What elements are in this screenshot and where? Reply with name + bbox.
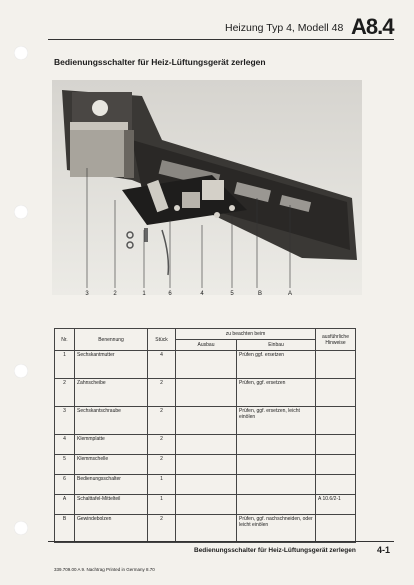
cell-benennung: Sechskantschraube — [75, 407, 148, 435]
page-header-title: Heizung Typ 4, Modell 48 — [225, 22, 344, 34]
page-number: 4-1 — [377, 545, 391, 555]
cell-benennung: Klemmschelle — [75, 455, 148, 475]
cell-einbau — [237, 435, 316, 455]
callout-label: B — [257, 291, 262, 297]
cell-stueck: 4 — [148, 351, 176, 379]
binder-hole — [14, 364, 28, 378]
cell-ausbau — [176, 495, 237, 515]
cell-nr: 2 — [55, 379, 75, 407]
section-title: Bedienungsschalter für Heiz-Lüftungsgerät zerlegen — [54, 57, 266, 67]
cell-ausbau — [176, 455, 237, 475]
cell-nr: 4 — [55, 435, 75, 455]
table-row — [55, 379, 356, 407]
header-stueck: Stück — [148, 329, 176, 351]
parts-table — [54, 328, 356, 543]
cell-benennung: Klemmplatte — [75, 435, 148, 455]
cell-ausbau — [176, 475, 237, 495]
header-nr: Nr. — [55, 329, 75, 351]
callout-label: 4 — [200, 291, 204, 297]
cell-nr: 6 — [55, 475, 75, 495]
binder-hole — [14, 521, 28, 535]
cell-benennung: Gewindebolzen — [75, 515, 148, 543]
table-row — [55, 495, 356, 515]
table-row — [55, 475, 356, 495]
cell-stueck: 2 — [148, 455, 176, 475]
table-row — [55, 351, 356, 379]
cell-stueck: 2 — [148, 407, 176, 435]
callout-label: A — [287, 291, 292, 297]
cell-stueck: 1 — [148, 475, 176, 495]
cell-nr: A — [55, 495, 75, 515]
callout-label: 1 — [142, 291, 146, 297]
cell-einbau — [237, 495, 316, 515]
header-hinweise: ausführliche Hinweise — [316, 329, 356, 351]
header-einbau: Einbau — [237, 340, 316, 351]
callout-label: 5 — [230, 291, 234, 297]
cell-einbau — [237, 455, 316, 475]
table-row — [55, 435, 356, 455]
cell-stueck: 2 — [148, 435, 176, 455]
cell-ausbau — [176, 435, 237, 455]
cell-hinweise: A 10.6/2-1 — [316, 495, 356, 515]
cell-benennung: Sechskantmutter — [75, 351, 148, 379]
cell-einbau: Prüfen, ggf. nachschneiden, oder leicht einölen — [237, 515, 316, 543]
cell-hinweise — [316, 455, 356, 475]
header-zu-beachten: zu beachten beim — [176, 329, 316, 340]
header-benennung: Benennung — [75, 329, 148, 351]
cell-ausbau — [176, 379, 237, 407]
cell-hinweise — [316, 351, 356, 379]
table-row — [55, 455, 356, 475]
cell-einbau: Prüfen ggf. ersetzen — [237, 351, 316, 379]
assembly-photo — [52, 80, 362, 295]
callout-label: 6 — [168, 291, 172, 297]
cell-hinweise — [316, 515, 356, 543]
header-ausbau: Ausbau — [176, 340, 237, 351]
cell-stueck: 2 — [148, 515, 176, 543]
imprint: 339.709.00 A 9. Nachtrag Printed in Germany 8.70 — [54, 567, 155, 572]
binder-hole — [14, 46, 28, 60]
cell-einbau: Prüfen, ggf. ersetzen, leicht einölen — [237, 407, 316, 435]
cell-nr: 1 — [55, 351, 75, 379]
cell-benennung: Bedienungsschalter — [75, 475, 148, 495]
cell-hinweise — [316, 435, 356, 455]
cell-nr: 5 — [55, 455, 75, 475]
table-row — [55, 515, 356, 543]
cell-hinweise — [316, 379, 356, 407]
cell-stueck: 1 — [148, 495, 176, 515]
page-code: A8.4 — [351, 14, 394, 39]
table-row — [55, 407, 356, 435]
cell-nr: 3 — [55, 407, 75, 435]
cell-hinweise — [316, 407, 356, 435]
cell-ausbau — [176, 407, 237, 435]
cell-einbau — [237, 475, 316, 495]
footer-title: Bedienungsschalter für Heiz-Lüftungsgerät zerlegen — [194, 547, 356, 554]
cell-stueck: 2 — [148, 379, 176, 407]
callout-label: 3 — [85, 291, 89, 297]
cell-nr: B — [55, 515, 75, 543]
callout-label: 2 — [113, 291, 117, 297]
cell-hinweise — [316, 475, 356, 495]
cell-benennung: Schalttafel-Mittelteil — [75, 495, 148, 515]
cell-benennung: Zahnscheibe — [75, 379, 148, 407]
cell-einbau: Prüfen, ggf. ersetzen — [237, 379, 316, 407]
header-divider — [48, 39, 394, 40]
binder-hole — [14, 205, 28, 219]
footer-divider — [48, 541, 394, 542]
cell-ausbau — [176, 515, 237, 543]
cell-ausbau — [176, 351, 237, 379]
